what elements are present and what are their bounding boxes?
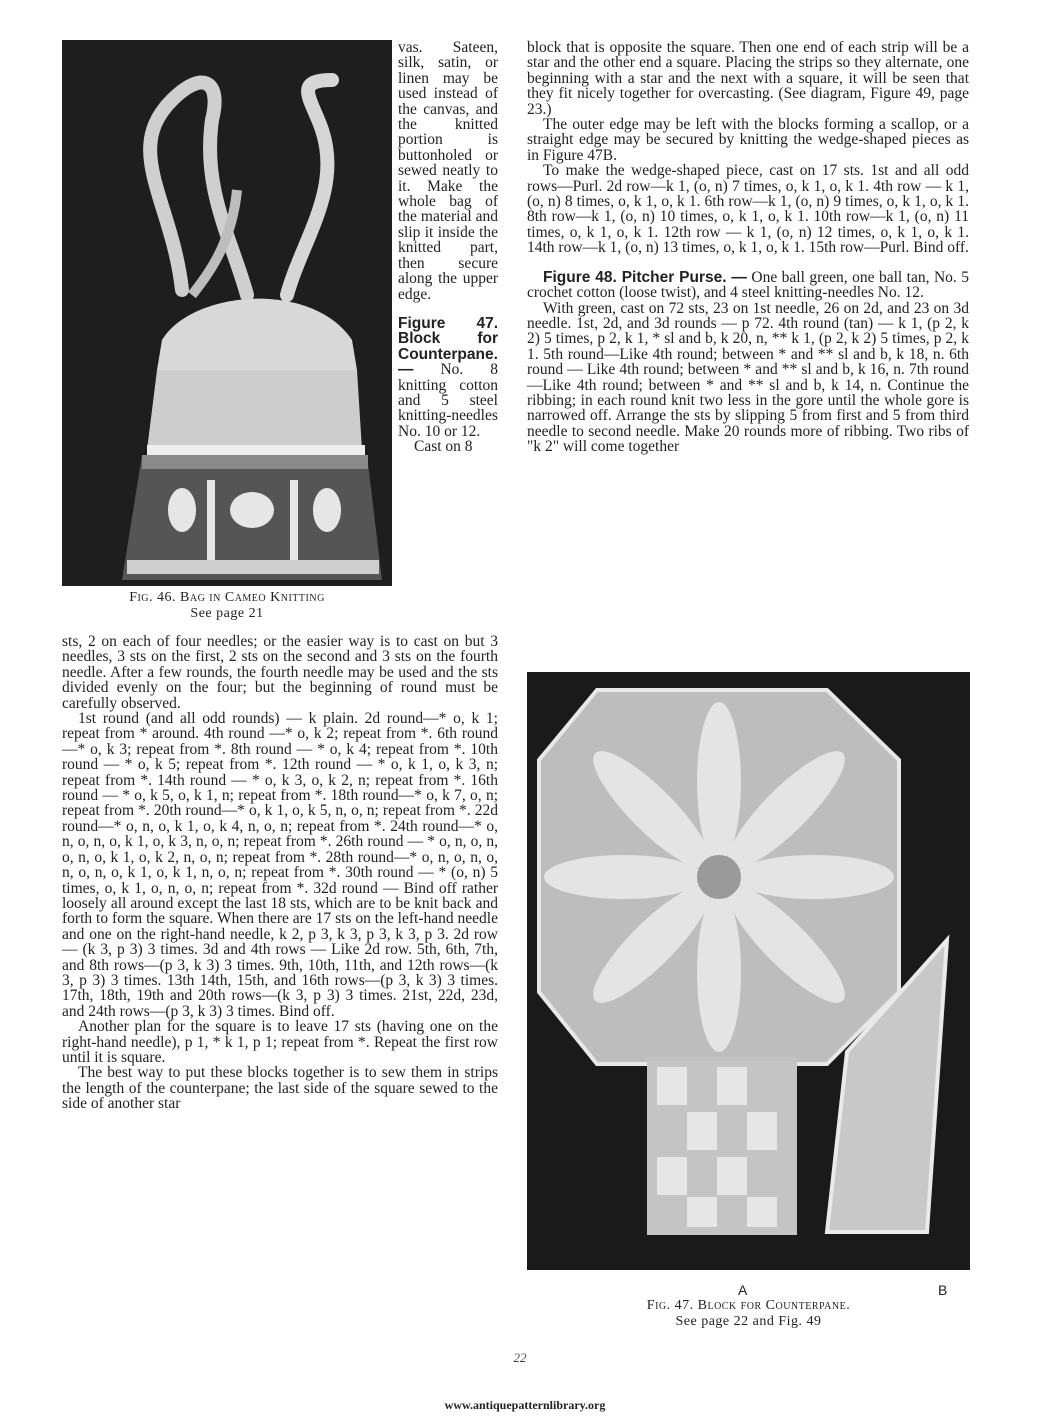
figure-48-heading: Figure 48. Pitcher Purse. — bbox=[543, 268, 747, 286]
figure-47-caption-ref: See page 22 and Fig. 49 bbox=[675, 1314, 822, 1329]
figure-46-caption-ref: See page 21 bbox=[190, 606, 264, 621]
figure-48-paragraph: With green, cast on 72 sts, 23 on 1st needle, 26 on 2d, and 23 on 3d needle. 1st, 2d, and 3d rounds — p 72. 4th round (tan) — k 1, (p 2, k 2) 5 times, p 2, k 1, * sl and b, k 20, n, ** k 1, (p 2, k 2) 5 times, p 2, k 1. 5th round—Like 4th round; between * and ** sl and b, k 18, n. 6th round — Like 4th round; between * and ** sl and b, k 16, n. 7th round—Like 4th round; between * and ** sl and b, k 14, n. Continue the ribbing; in each round knit two less in the gore until the whole gore is narrowed off. Arrange the sts by slipping 5 from first and 5 from third needle to second needle. Make 20 rounds more of ribbing. Two ribs of "k 2" will come together bbox=[527, 299, 969, 456]
left-main-column bbox=[62, 634, 498, 1112]
figure-46-caption bbox=[62, 590, 392, 622]
left-paragraph-3: Another plan for the square is to leave 17 sts (having one on the right-hand needle), p 1, * k 1, p 1; repeat from *. Repeat the first row until it is square. bbox=[62, 1018, 498, 1066]
right-paragraph-2: The outer edge may be left with the blocks forming a scallop, or a straight edge may be secured by knitting the wedge-shaped pieces as in Figure 47B. bbox=[527, 116, 969, 164]
figure-46-caption-title: Fig. 46. Bag in Cameo Knitting bbox=[129, 590, 325, 605]
counterpane-illustration bbox=[527, 672, 970, 1270]
narrow-column bbox=[398, 40, 498, 455]
left-paragraph-2: 1st round (and all odd rounds) — k plain. 2d round—* o, k 1; repeat from * around. 4th round —* o, k 2; repeat from *. 6th round—* o, k 3; repeat from *. 8th round — * o, k 4; repeat from *. 10th round — * o, k 5; repeat from *. 12th round — * o, k 1, o, k 3, n; repeat from *. 14th round — * o, k 3, o, k 2, n; repeat from *. 16th round — * o, k 5, o, k 1, n; repeat from *. 18th round—* o, k 7, o, n; repeat from *. 20th round—* o, k 1, o, k 5, n, o, n; repeat from *. 22d round—* o, n, o, k 1, o, k 4, n, o, n; repeat from *. 24th round—* o, n, o, n, o, k 1, o, k 3, n, o, n; repeat from *. 26th round — * o, n, o, n, o, n, o, k 1, o, k 2, n, o, n; repeat from *. 28th round—* o, n, o, n, o, n, o, n, o, k 1, o, k 1, n, o, n; repeat from *. 30th round — * (o, n) 5 times, o, k 1, o, n, o, n; repeat from *. 32d round — Bind off rather loosely all around except the last 18 sts, which are to be knit back and forth to form the square. When there are 17 sts on the left-hand needle and one on the right-hand needle, k 2, p 3, k 3, p 3, k 3, p 3. 2d row — (k 3, p 3) 3 times. 3d and 4th rows — Like 2d row. 5th, 6th, 7th, and 8th rows—(p 3, k 3) 3 times. 9th, 10th, 11th, and 12th rows—(k 3, p 3) 3 times. 13th 14th, 15th, and 16th rows—(p 3, k 3) 3 times. 17th, 18th, 19th and 20th rows—(k 3, p 3) 3 times. 21st, 22d, 23d, and 24th rows—(p 3, k 3) 3 times. Bind off. bbox=[62, 710, 498, 1020]
figure-48-intro: One ball green, one ball tan, No. 5 crochet cotton (loose twist), and 4 steel knitting-needles No. 12. bbox=[527, 268, 969, 302]
counterpane-block-photo bbox=[527, 672, 970, 1270]
bag-illustration bbox=[62, 40, 392, 586]
figure-47-intro: No. 8 knitting cotton and 5 steel knitting-needles No. 10 or 12. bbox=[398, 361, 498, 440]
left-paragraph-1: sts, 2 on each of four needles; or the easier way is to cast on but 3 needles, 3 sts on the first, 2 sts on the second and 3 sts on the fourth needle. After a few rounds, the fourth needle may be used and the sts divided evenly on the four; but the beginning of round must be carefully observed. bbox=[62, 633, 498, 712]
left-paragraph-4: The best way to put these blocks together is to sew them in strips the length of the counterpane; the last side of the square sewed to the side of another star bbox=[62, 1064, 498, 1113]
figure-47-caption bbox=[527, 1298, 970, 1330]
figure-47-label-a: A bbox=[738, 1282, 748, 1298]
figure-47-caption-title: Fig. 47. Block for Counterpane. bbox=[646, 1298, 851, 1313]
page-number: 22 bbox=[513, 1350, 527, 1365]
right-paragraph-3: To make the wedge-shaped piece, cast on 17 sts. 1st and all odd rows—Purl. 2d row—k 1, (o, n) 7 times, o, k 1, o, k 1. 4th row — k 1, (o, n) 8 times, o, k 1, o, k 1. 6th row—k 1, (o, n) 9 times, o, k 1, o, k 1. 8th row—k 1, (o, n) 10 times, o, k 1, o, k 1. 10th row—k 1, (o, n) 11 times, o, k 1, o, k 1. 12th row — k 1, (o, n) 12 times, o, k 1, o, k 1. 14th row—k 1, (o, n) 13 times, o, k 1, o, k 1. 15th row—Purl. Bind off. bbox=[527, 162, 969, 257]
figure-47-heading: Figure 47. Block for Counterpane. — bbox=[398, 314, 498, 379]
right-column bbox=[527, 40, 969, 455]
figure-47-label-b: B bbox=[938, 1282, 948, 1298]
figure-47-cast-on: Cast on 8 bbox=[414, 438, 473, 456]
right-paragraph-1: block that is opposite the square. Then one end of each strip will be a star and the other end a square. Placing the strips so they alternate, one beginning with a star and the next with a square, it will be seen that they fit nicely together for overcasting. (See diagram, Figure 49, page 23.) bbox=[527, 39, 969, 118]
narrow-paragraph: vas. Sateen, silk, satin, or linen may be used instead of the canvas, and the knitted portion is buttonholed or sewed neatly to it. Make the whole bag of the material and slip it inside the knitted part, then secure along the upper edge. bbox=[398, 39, 498, 303]
knitted-bag-photo bbox=[62, 40, 392, 586]
footer-url[interactable]: www.antiquepatternlibrary.org bbox=[444, 1398, 606, 1412]
